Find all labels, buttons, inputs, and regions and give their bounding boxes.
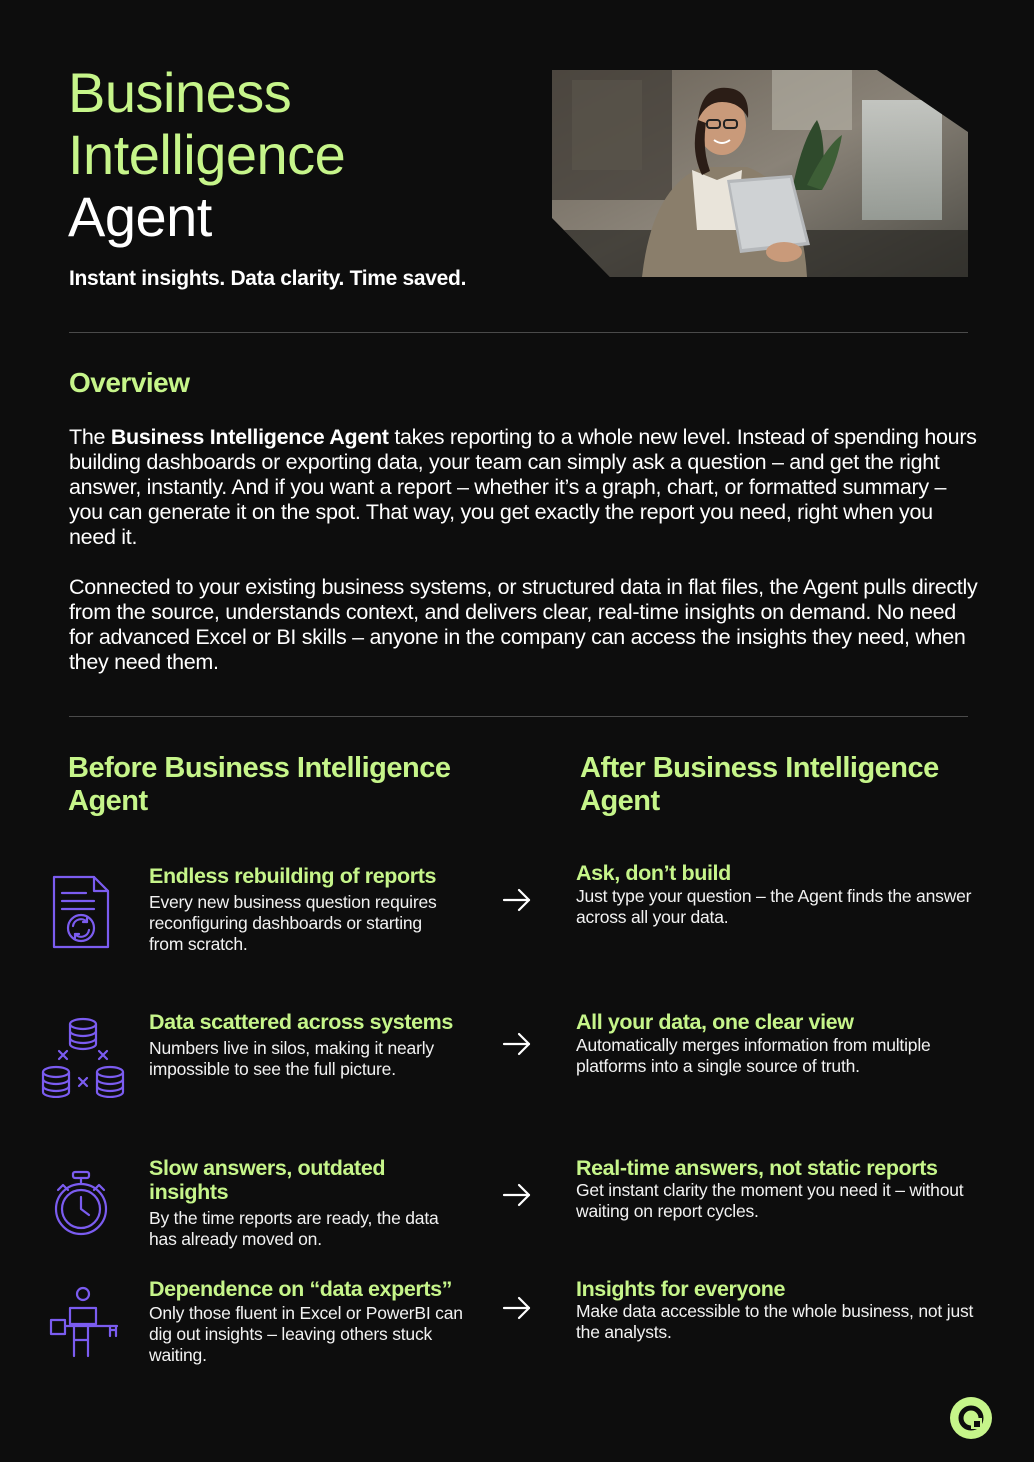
- after-text-1: Just type your question – the Agent finds the answer across all your data.: [576, 886, 972, 927]
- before-title-4: Dependence on “data experts”: [149, 1277, 453, 1301]
- after-text-4: Make data accessible to the whole business, not just the analysts.: [576, 1301, 974, 1342]
- woman-with-laptop-illustration: [552, 70, 968, 277]
- before-title-3: Slow answers, outdated insights: [149, 1156, 386, 1204]
- person-at-desk-icon: [48, 1286, 122, 1360]
- report-refresh-icon: [50, 873, 112, 951]
- after-heading: After Business Intelligence Agent: [580, 752, 939, 817]
- after-text-3: Get instant clarity the moment you need it – without waiting on report cycles.: [576, 1180, 964, 1221]
- after-text-2: Automatically merges information from multiple platforms into a single source of truth.: [576, 1035, 931, 1076]
- page-title: [68, 62, 345, 248]
- after-title-4: Insights for everyone: [576, 1277, 786, 1301]
- brand-logo: [950, 1397, 992, 1439]
- before-title-2: Data scattered across systems: [149, 1010, 453, 1034]
- divider-middle: [69, 716, 968, 717]
- brand-logo-mark: [950, 1397, 992, 1439]
- before-text-2: Numbers live in silos, making it nearly impossible to see the full picture.: [149, 1038, 434, 1079]
- stopwatch-icon: [52, 1170, 110, 1238]
- after-title-1: Ask, don’t build: [576, 861, 731, 885]
- arrow-right-icon: [502, 1296, 532, 1320]
- arrow-right-icon: [502, 1183, 532, 1207]
- overview-heading: Overview: [69, 367, 190, 398]
- overview-paragraph-2: Connected to your existing business systems, or structured data in flat files, the Agent pulls directly from the source, understands context, and delivers clear, real-time insights on demand. No need for advanced Excel or BI skills – anyone in the company can access the insights they need, when they need them.: [69, 575, 978, 674]
- divider-top: [69, 332, 968, 333]
- overview-p1-prefix: The: [69, 425, 111, 449]
- before-text-1: Every new business question requires reconfiguring dashboards or starting from scratch.: [149, 892, 437, 954]
- overview-p1-rest: takes reporting to a whole new level. Instead of spending hours building dashboards or exporting data, your team can simply ask a question – and get the right answer, instantly. And if you want a report – whether it’s a graph, chart, or formatted summary – you can generate it on the spot. That way, you get exactly the report you need, right when you need it.: [69, 425, 977, 549]
- tagline: Instant insights. Data clarity. Time saved.: [69, 267, 467, 290]
- overview-paragraph-1: [69, 425, 984, 550]
- title-line-1: Business: [68, 61, 292, 124]
- after-title-2: All your data, one clear view: [576, 1010, 854, 1034]
- arrow-right-icon: [502, 888, 532, 912]
- database-silos-icon: [41, 1016, 125, 1098]
- title-line-3: Agent: [68, 185, 212, 248]
- arrow-right-icon: [502, 1032, 532, 1056]
- hero-photo: [552, 70, 968, 277]
- overview-p1-bold: Business Intelligence Agent: [110, 425, 389, 449]
- title-line-2: Intelligence: [68, 123, 346, 186]
- before-title-1: Endless rebuilding of reports: [149, 864, 437, 888]
- before-text-3: By the time reports are ready, the data has already moved on.: [149, 1208, 439, 1249]
- after-title-3: Real-time answers, not static reports: [576, 1156, 938, 1180]
- before-heading: Before Business Intelligence Agent: [68, 752, 451, 817]
- before-text-4: Only those fluent in Excel or PowerBI can dig out insights – leaving others stuck waiting.: [149, 1303, 463, 1365]
